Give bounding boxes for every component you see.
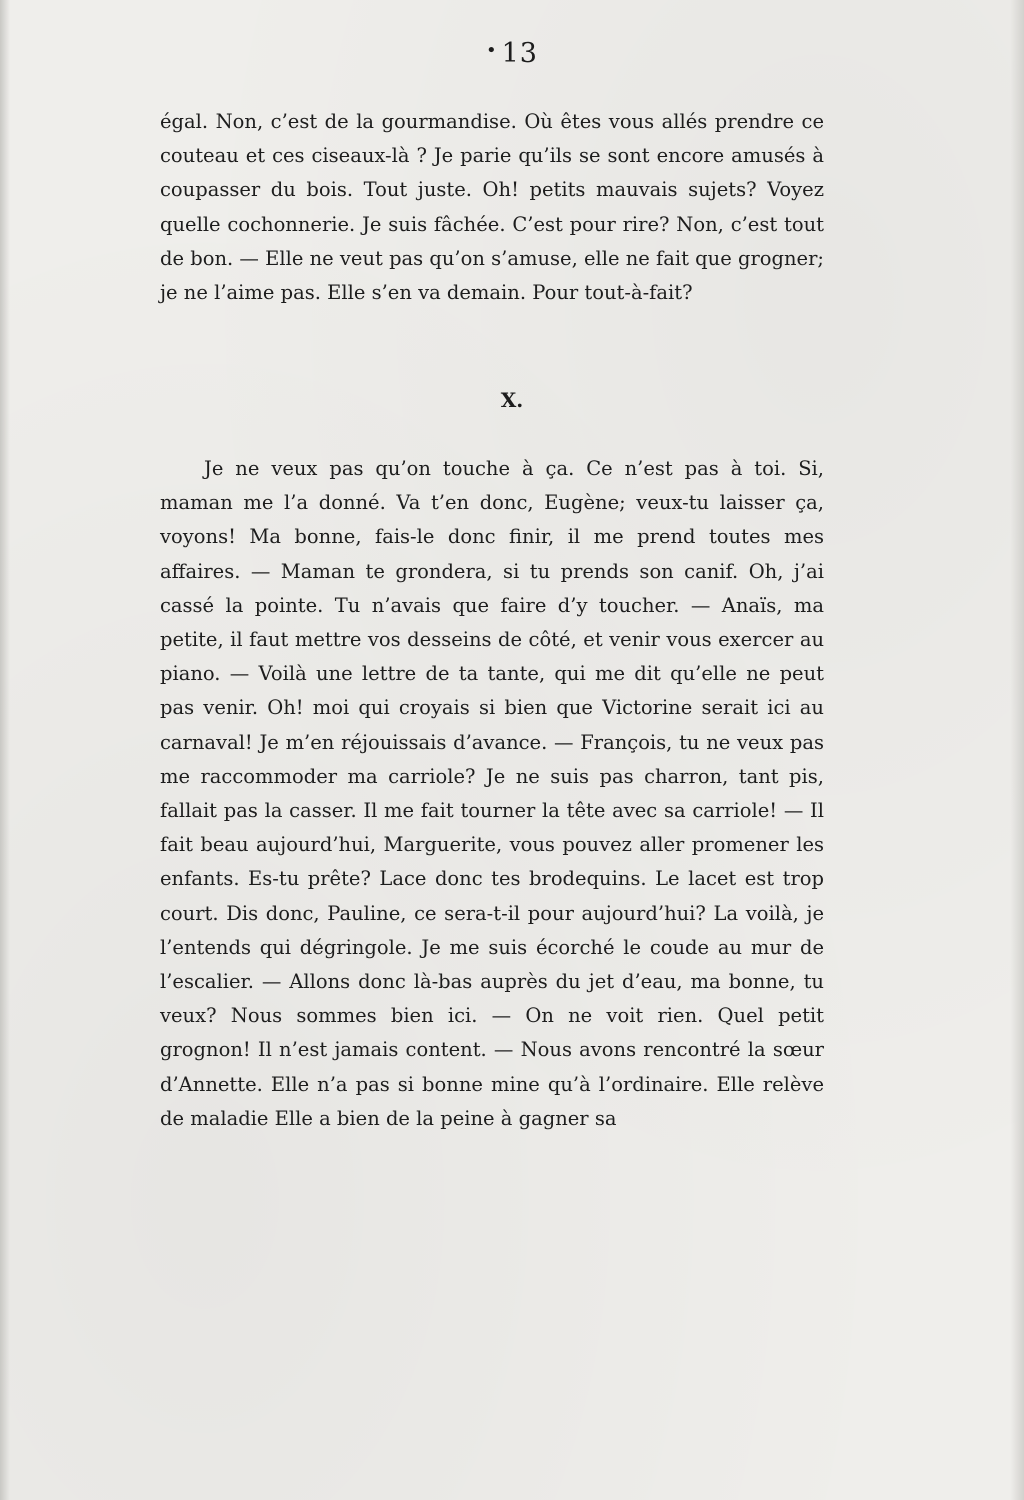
paragraph-section-x: Je ne veux pas qu’on touche à ça. Ce n’est pas à toi. Si, maman me l’a donné. Va t’en donc, Eugène; veux-tu laisser ça, voyons! Ma bonne, fais-le donc finir, il me prend toutes mes affaires. — Maman te grondera, si tu prends son canif. Oh, j’ai cassé la pointe. Tu n’avais que faire d’y toucher. — Anaïs, ma petite, il faut mettre vos desseins de côté, et venir vous exercer au piano. — Voilà une lettre de ta tante, qui me dit qu’elle ne peut pas venir. Oh! moi qui croyais si bien que Victorine serait ici au carnaval! Je m’en réjouissais d’avance. — François, tu ne veux pas me raccommoder ma carriole? Je ne suis pas charron, tant pis, fallait pas la casser. Il me fait tourner la tête avec sa carriole! — Il fait beau aujourd’hui, Marguerite, vous pouvez aller promener les enfants. Es-tu prête? Lace donc tes brodequins. Le lacet est trop court. Dis donc, Pauline, ce sera-t-il pour aujourd’hui? La voilà, je l’entends qui dégringole. Je me suis écorché le coude au mur de l’escalier. — Allons donc là-bas auprès du jet d’eau, ma bonne, tu veux? Nous sommes bien ici. — On ne voit rien. Quel petit grognon! Il n’est jamais content. — Nous avons rencontré la sœur d’Annette. Elle n’a pas si bonne mine qu’à l’ordinaire. Elle relève de maladie Elle a bien de la peine à gagner sa	[160, 457, 824, 1130]
page-number-mark: •	[486, 40, 498, 61]
text-block-top	[160, 105, 824, 310]
section-heading: X.	[500, 388, 524, 412]
page-right-shadow	[1010, 0, 1024, 1500]
page-number	[0, 38, 1024, 69]
paragraph-continuation: égal. Non, c’est de la gourmandise. Où êtes vous allés prendre ce couteau et ces ciseaux-là ? Je parie qu’ils se sont encore amusés à coupasser du bois. Tout juste. Oh! petits mauvais sujets? Voyez quelle cochonnerie. Je suis fâchée. C’est pour rire? Non, c’est tout de bon. — Elle ne veut pas qu’on s’amuse, elle ne fait que grogner; je ne l’aime pas. Elle s’en va demain. Pour tout-à-fait?	[160, 110, 824, 305]
text-block-section-x	[160, 452, 824, 1136]
page-number-value: 13	[501, 38, 538, 69]
page-left-shadow	[0, 0, 10, 1500]
